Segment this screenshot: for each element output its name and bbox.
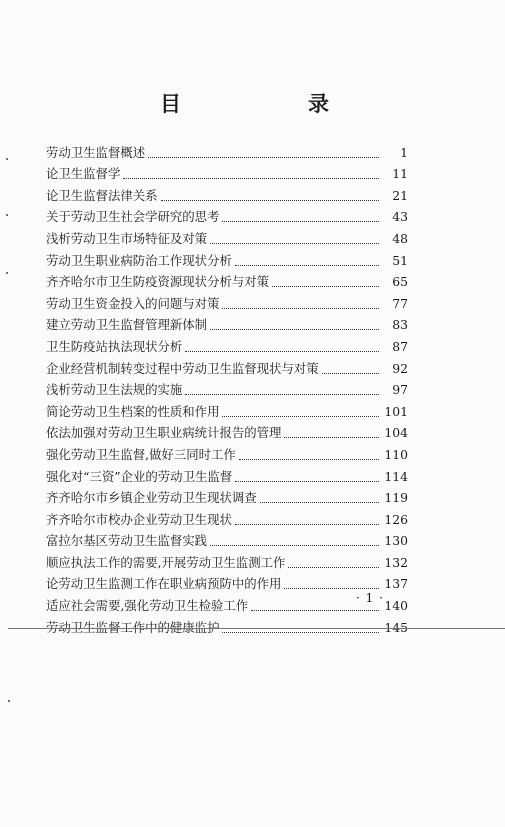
- toc-entry-page: 97: [392, 382, 408, 398]
- dot-leader: [288, 566, 379, 568]
- toc-entry-page: 137: [384, 576, 408, 592]
- toc-entry-page: 1: [400, 144, 408, 160]
- toc-entry: [46, 248, 408, 270]
- toc-entry-page: 114: [384, 468, 408, 484]
- toc-entry: [46, 162, 408, 184]
- scan-speck: [6, 158, 8, 160]
- toc-entry: [46, 399, 408, 421]
- dot-leader: [251, 609, 379, 611]
- page-number: · 1 ·: [356, 591, 384, 605]
- toc-entry-title: 浅析劳动卫生法规的实施: [46, 382, 183, 398]
- toc-entry: [46, 334, 408, 356]
- dot-leader: [210, 328, 379, 330]
- dot-leader: [185, 393, 379, 395]
- dot-leader: [222, 220, 379, 222]
- dot-leader: [235, 480, 379, 482]
- toc-entry-page: 145: [384, 619, 408, 635]
- scan-speck: [6, 214, 8, 216]
- toc-entry-page: 51: [392, 252, 408, 268]
- toc-entry-title: 论劳动卫生监测工作在职业病预防中的作用: [46, 576, 282, 592]
- title-char-2: 录: [308, 91, 330, 116]
- toc-entry: [46, 205, 408, 227]
- dot-leader: [210, 242, 379, 244]
- toc-entry-title: 顺应执法工作的需要,开展劳动卫生监测工作: [46, 554, 286, 570]
- toc-entry-title: 论卫生监督法律关系: [46, 187, 158, 203]
- toc-entry-page: 119: [384, 490, 408, 506]
- toc-entry: [46, 356, 408, 378]
- toc-entry-page: 11: [392, 166, 408, 182]
- dot-leader: [148, 156, 379, 158]
- dot-leader: [123, 177, 379, 179]
- toc-entry: [46, 507, 408, 529]
- toc-entry: [46, 550, 408, 572]
- toc-entry-title: 企业经营机制转变过程中劳动卫生监督现状与对策: [46, 360, 319, 376]
- toc-entry: [46, 291, 408, 313]
- toc-entry: [46, 486, 408, 508]
- dot-leader: [210, 544, 379, 546]
- dot-leader: [272, 285, 379, 287]
- toc-entry-page: 101: [384, 403, 408, 419]
- scan-speck: [8, 700, 10, 702]
- dot-leader: [239, 458, 379, 460]
- toc-entry-title: 劳动卫生资金投入的问题与对策: [46, 295, 220, 311]
- toc-entry: [46, 615, 408, 637]
- toc-entry-title: 劳动卫生职业病防治工作现状分析: [46, 252, 232, 268]
- toc-entry-title: 齐齐哈尔市卫生防疫资源现状分析与对策: [46, 274, 270, 290]
- toc-entry-page: 65: [392, 274, 408, 290]
- dot-leader: [284, 436, 379, 438]
- toc-entry-title: 强化对“三资”企业的劳动卫生监督: [46, 468, 233, 484]
- toc-entry-page: 87: [392, 338, 408, 354]
- toc-entry-title: 简论劳动卫生档案的性质和作用: [46, 403, 220, 419]
- dot-leader: [185, 350, 379, 352]
- toc-entry: [46, 183, 408, 205]
- toc-entry-title: 适应社会需要,强化劳动卫生检验工作: [46, 598, 249, 614]
- dot-leader: [322, 372, 379, 374]
- dot-leader: [235, 264, 379, 266]
- dot-leader: [222, 415, 379, 417]
- toc-entry-page: 83: [392, 317, 408, 333]
- toc-entry-title: 强化劳动卫生监督,做好三同时工作: [46, 446, 236, 462]
- toc-entry-title: 浅析劳动卫生市场特征及对策: [46, 230, 208, 246]
- toc-entry: [46, 464, 408, 486]
- toc-entry-page: 110: [384, 446, 408, 462]
- toc-entry: [46, 226, 408, 248]
- toc-entry-title: 齐齐哈尔市乡镇企业劳动卫生现状调查: [46, 490, 257, 506]
- toc-entry-title: 劳动卫生监督工作中的健康监护: [46, 619, 220, 635]
- toc-entry-page: 104: [384, 425, 408, 441]
- toc-entry-title: 劳动卫生监督概述: [46, 144, 146, 160]
- page-divider: [8, 628, 505, 629]
- toc-entry: [46, 421, 408, 443]
- toc-entry: [46, 442, 408, 464]
- toc-entry-page: 48: [392, 230, 408, 246]
- toc-entry: [46, 313, 408, 335]
- toc-entry-page: 21: [392, 187, 408, 203]
- title-char-1: 目: [160, 91, 182, 116]
- dot-leader: [161, 199, 379, 201]
- toc-entry-title: 齐齐哈尔市校办企业劳动卫生现状: [46, 511, 232, 527]
- toc-entry-title: 依法加强对劳动卫生职业病统计报告的管理: [46, 425, 282, 441]
- toc-entry-title: 论卫生监督学: [46, 166, 121, 182]
- toc-entry: [46, 270, 408, 292]
- toc-entry-page: 130: [384, 533, 408, 549]
- scan-speck: [6, 272, 8, 274]
- dot-leader: [284, 587, 379, 589]
- dot-leader: [235, 523, 379, 525]
- toc-entry-page: 140: [384, 598, 408, 614]
- toc-entry-page: 43: [392, 209, 408, 225]
- dot-leader: [222, 631, 379, 633]
- toc-entry-page: 132: [384, 554, 408, 570]
- toc-entry-title: 建立劳动卫生监督管理新体制: [46, 317, 208, 333]
- page-title: [160, 88, 330, 118]
- toc-entry: [46, 140, 408, 162]
- toc-entry: [46, 378, 408, 400]
- toc-entry: [46, 529, 408, 551]
- table-of-contents: [46, 140, 408, 637]
- toc-entry-page: 77: [392, 295, 408, 311]
- toc-entry-title: 关于劳动卫生社会学研究的思考: [46, 209, 220, 225]
- toc-entry-page: 92: [392, 360, 408, 376]
- dot-leader: [222, 307, 379, 309]
- dot-leader: [260, 501, 379, 503]
- toc-entry-title: 卫生防疫站执法现状分析: [46, 338, 183, 354]
- toc-entry-title: 富拉尔基区劳动卫生监督实践: [46, 533, 208, 549]
- toc-entry-page: 126: [384, 511, 408, 527]
